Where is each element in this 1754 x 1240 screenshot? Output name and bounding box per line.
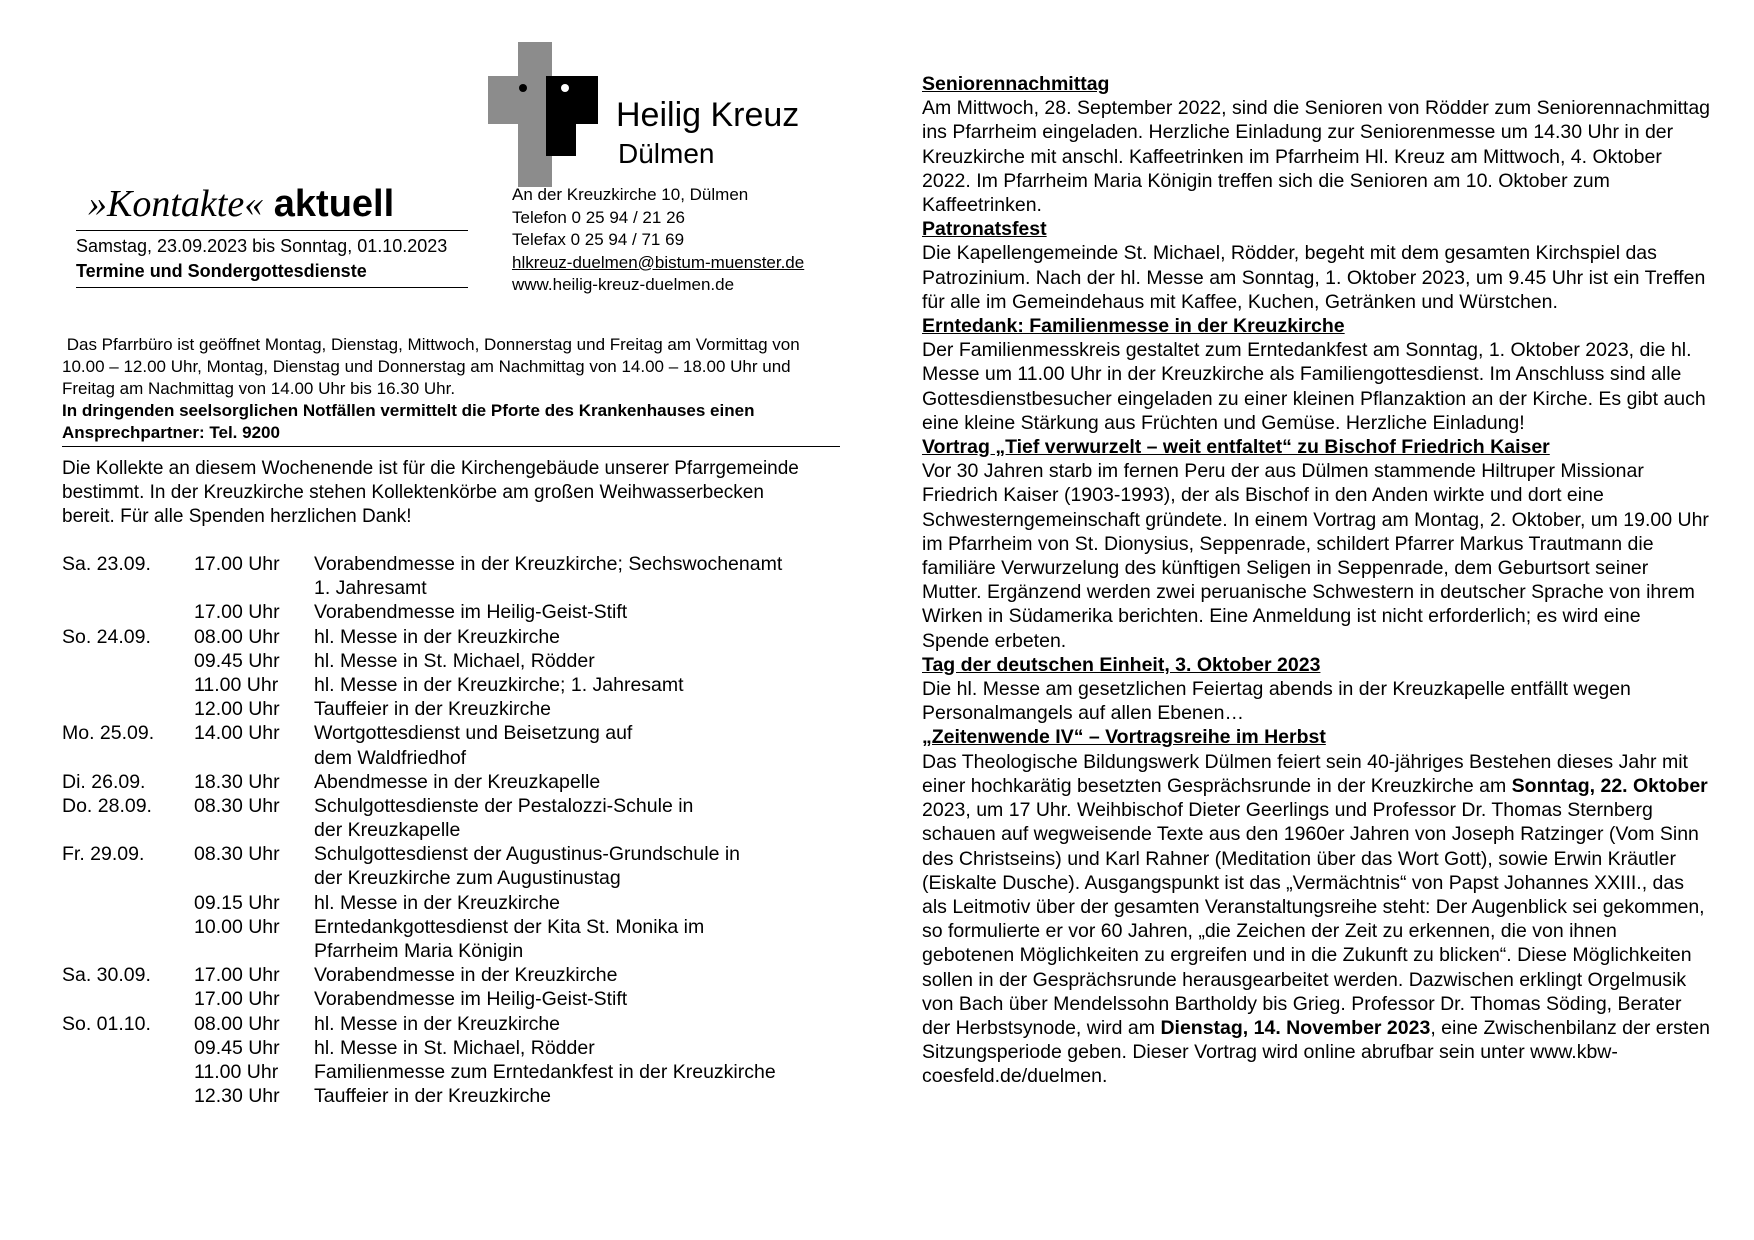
schedule-time: 18.30 Uhr bbox=[194, 770, 280, 793]
vortrag-title: Vortrag „Tief verwurzelt – weit entfaltet“ zu Bischof Friedrich Kaiser bbox=[922, 436, 1550, 459]
schedule-time: 10.00 Uhr bbox=[194, 915, 280, 938]
zeitenwende-date-1: Sonntag, 22. Oktober bbox=[1511, 774, 1708, 797]
einheit-text: Die hl. Messe am gesetzlichen Feiertag abends in der Kreuzkapelle entfällt wegen Personalmangels auf allen Ebenen… bbox=[922, 678, 1631, 725]
schedule-time: 17.00 Uhr bbox=[194, 988, 280, 1011]
zeitenwende-text-1: Das Theologische Bildungswerk Dülmen feiert sein 40-jähriges Bestehen dieses Jahr mit einer hochkarätig besetzten Gesprächsrunde in der Kreuzkirche am bbox=[922, 750, 1688, 797]
schedule-day: Mo. 25.09. bbox=[62, 722, 155, 745]
senioren-title: Seniorennachmittag bbox=[922, 73, 1110, 95]
office-line-3: Freitag am Nachmittag von 14.00 Uhr bis 16.30 Uhr. bbox=[62, 379, 456, 398]
schedule-time: 17.00 Uhr bbox=[194, 964, 280, 987]
senioren-text: Am Mittwoch, 28. September 2022, sind die Senioren von Rödder zum Seniorennachmittag ins Pfarrheim eingeladen. Herzliche Einladung zur Seniorenmesse um 14.30 Uhr in der Kreuzkirche mit anschl. Kaffeetrinken im Pfarrheim Hl. Kreuz am Mittwoch, 4. Oktober 2022. Im Pfarrheim Maria Königin treffen sich die Senioren am 10. Oktober zum Kaffeetrinken. bbox=[922, 97, 1711, 217]
schedule-time: 12.00 Uhr bbox=[194, 698, 280, 721]
erntedank-title: Erntedank: Familienmesse in der Kreuzkirche bbox=[922, 315, 1345, 338]
masthead bbox=[88, 182, 394, 226]
office-line-1: Das Pfarrbüro ist geöffnet Montag, Dienstag, Mittwoch, Donnerstag und Freitag am Vormittag von bbox=[62, 335, 800, 354]
schedule-desc: hl. Messe in der Kreuzkirche; 1. Jahresamt bbox=[314, 673, 684, 696]
schedule-day: Sa. 30.09. bbox=[62, 964, 151, 987]
schedule-day: Do. 28.09. bbox=[62, 794, 152, 817]
masthead-rule bbox=[76, 230, 468, 231]
schedule-time: 17.00 Uhr bbox=[194, 601, 280, 624]
schedule-desc: Abendmesse in der Kreuzkapelle bbox=[314, 770, 601, 793]
schedule-desc: 1. Jahresamt bbox=[314, 577, 427, 600]
schedule-time: 14.00 Uhr bbox=[194, 722, 280, 745]
contact-email-link[interactable]: hlkreuz-duelmen@bistum-muenster.de bbox=[512, 252, 805, 272]
contact-phone: Telefon 0 25 94 / 21 26 bbox=[512, 207, 685, 227]
contact-address: An der Kreuzkirche 10, Dülmen bbox=[512, 185, 749, 204]
schedule-desc: Vorabendmesse in der Kreuzkirche; Sechswochenamt bbox=[314, 553, 783, 575]
schedule-time: 09.45 Uhr bbox=[194, 649, 280, 672]
heilig-kreuz-logo-icon bbox=[488, 42, 598, 187]
schedule-time: 11.00 Uhr bbox=[194, 673, 279, 696]
office-line-2: 10.00 – 12.00 Uhr, Montag, Dienstag und Donnerstag am Nachmittag von 14.00 – 18.00 Uhr und bbox=[62, 357, 791, 376]
schedule-desc: Tauffeier in der Kreuzkirche bbox=[314, 1085, 552, 1108]
masthead-kontakte: »Kontakte« bbox=[88, 183, 264, 225]
office-rule bbox=[62, 446, 840, 447]
schedule-desc: hl. Messe in der Kreuzkirche bbox=[314, 1012, 561, 1035]
schedule-desc: Vorabendmesse im Heilig-Geist-Stift bbox=[314, 601, 628, 624]
subtitle-rule bbox=[76, 287, 468, 288]
logo-name: Heilig Kreuz bbox=[616, 96, 800, 134]
schedule-time: 12.30 Uhr bbox=[194, 1085, 280, 1108]
schedule-desc: der Kreuzkirche zum Augustinustag bbox=[314, 867, 621, 890]
kollekte bbox=[62, 457, 852, 529]
schedule-desc: hl. Messe in der Kreuzkirche bbox=[314, 891, 561, 914]
masthead-aktuell: aktuell bbox=[273, 183, 395, 225]
zeitenwende-text-3: , eine Zwischenbilanz der ersten Sitzungsperiode geben. Dieser Vortrag wird online abrufbar sein unter www.kbw-coesfeld.de/duelmen. bbox=[922, 1016, 1710, 1088]
zeitenwende-text-2: 2023, um 17 Uhr. Weihbischof Dieter Geerlings und Professor Dr. Thomas Sternberg schauen auf wegweisende Texte aus den 1960er Jahren von Joseph Ratzinger (Vom Sinn des Christseins) und Karl Rahner (Meditation über das Wort Gott), sowie Erwin Kräutler (Eiskalte Dusche). Ausgangspunkt ist das „Vermächtnis“ von Papst Johannes XXIII., das als Leitmotiv über der gesamten Veranstaltungsreihe steht: Der Augenblick sei gekommen, so formulierte er vor 60 Jahren, „die Zeichen der Zeit zu erkennen, die von ihnen gebotenen Möglichkeiten zu ergreifen und in die Zukunft zu blicken“. Diese Möglichkeiten sollen in der Gesprächsrunde herausgearbeitet werden. Dazwischen erklingt Orgelmusik von Bach über Mendelssohn Bartholdy bis Grieg. Professor Dr. Thomas Söding, Berater der Herbstsynode, wird am bbox=[922, 799, 1705, 1039]
schedule-day: So. 01.10. bbox=[62, 1012, 151, 1035]
contact-block bbox=[512, 184, 804, 297]
schedule-day: So. 24.09. bbox=[62, 625, 151, 648]
zeitenwende-title: „Zeitenwende IV“ – Vortragsreihe im Herbst bbox=[922, 726, 1326, 749]
schedule-time: 08.30 Uhr bbox=[194, 843, 280, 866]
einheit-title: Tag der deutschen Einheit, 3. Oktober 2023 bbox=[922, 653, 1321, 676]
schedule-desc: Vorabendmesse im Heilig-Geist-Stift bbox=[314, 988, 628, 1011]
schedule-day: Di. 26.09. bbox=[62, 770, 146, 793]
schedule-desc: Schulgottesdienste der Pestalozzi-Schule in bbox=[314, 794, 694, 817]
patronat-title: Patronatsfest bbox=[922, 218, 1047, 241]
subtitle: Termine und Sondergottesdienste bbox=[76, 261, 367, 281]
zeitenwende-text bbox=[922, 750, 1712, 1089]
schedule-time: 08.00 Uhr bbox=[194, 625, 280, 648]
schedule-desc: der Kreuzkapelle bbox=[314, 819, 461, 842]
articles-column bbox=[922, 72, 1712, 1089]
emergency-line-2: Ansprechpartner: Tel. 9200 bbox=[62, 423, 280, 442]
contact-web[interactable]: www.heilig-kreuz-duelmen.de bbox=[512, 275, 735, 294]
date-range: Samstag, 23.09.2023 bis Sonntag, 01.10.2023 bbox=[76, 236, 448, 256]
schedule-desc: Erntedankgottesdienst der Kita St. Monika im bbox=[314, 915, 705, 938]
kollekte-line-1: Die Kollekte an diesem Wochenende ist für die Kirchengebäude unserer Pfarrgemeinde bbox=[62, 458, 799, 479]
schedule-desc: hl. Messe in der Kreuzkirche bbox=[314, 625, 561, 648]
schedule-time: 08.30 Uhr bbox=[194, 794, 280, 817]
emergency-line-1: In dringenden seelsorglichen Notfällen vermittelt die Pforte des Krankenhauses einen bbox=[62, 401, 755, 420]
schedule-time: 08.00 Uhr bbox=[194, 1012, 280, 1035]
schedule-day: Fr. 29.09. bbox=[62, 843, 145, 866]
office-hours bbox=[62, 334, 852, 444]
kollekte-line-2: bestimmt. In der Kreuzkirche stehen Kollektenkörbe am großen Weihwasserbecken bbox=[62, 482, 764, 503]
schedule-desc: Familienmesse zum Erntedankfest in der Kreuzkirche bbox=[314, 1060, 776, 1083]
logo-place: Dülmen bbox=[618, 138, 715, 169]
erntedank-text: Der Familienmesskreis gestaltet zum Erntedankfest am Sonntag, 1. Oktober 2023, die hl. Messe um 11.00 Uhr in der Kreuzkirche als Familiengottesdienst. Im Anschluss sind alle Gottesdienstbesucher eingeladen zu einer kleinen Pflanzaktion an der Kirche. Es gibt auch eine kleine Stärkung aus Früchten und Gemüse. Herzliche Einladung! bbox=[922, 339, 1706, 434]
schedule-time: 09.45 Uhr bbox=[194, 1036, 280, 1059]
schedule-day: Sa. 23.09. bbox=[62, 553, 151, 575]
zeitenwende-date-2: Dienstag, 14. November 2023 bbox=[1160, 1016, 1431, 1039]
vortrag-text: Vor 30 Jahren starb im fernen Peru der aus Dülmen stammende Hiltruper Missionar Friedrich Kaiser (1903-1993), der als Bischof in den Anden wirkte und dort eine Schwesterngemeinschaft gründete. In einem Vortrag am Montag, 2. Oktober, um 19.00 Uhr im Pfarrheim von St. Dionysius, Seppenrade, schildert Pfarrer Markus Trautmann die familiäre Verwurzelung des künftigen Seligen in Seppenrade, dem Geburtsort seiner Mutter. Ergänzend werden zwei peruanische Schwestern in deutscher Sprache von ihrem Wirken in Südamerika berichten. Eine Anmeldung ist nicht erforderlich; es wird eine Spende erbeten. bbox=[922, 460, 1709, 652]
kollekte-line-3: bereit. Für alle Spenden herzlichen Dank! bbox=[62, 506, 412, 527]
schedule-time: 17.00 Uhr bbox=[194, 553, 280, 575]
schedule-desc: hl. Messe in St. Michael, Rödder bbox=[314, 1036, 595, 1059]
schedule-desc: Wortgottesdienst und Beisetzung auf bbox=[314, 722, 633, 745]
patronat-text: Die Kapellengemeinde St. Michael, Rödder, begeht mit dem gesamten Kirchspiel das Patrozinium. Nach der hl. Messe am Sonntag, 1. Oktober 2023, um 9.45 Uhr ist ein Treffen für alle im Gemeindehaus mit Kaffee, Kuchen, Getränken und Würstchen. bbox=[922, 242, 1706, 313]
schedule-desc: dem Waldfriedhof bbox=[314, 746, 467, 769]
schedule-time: 09.15 Uhr bbox=[194, 891, 280, 914]
schedule-desc: Vorabendmesse in der Kreuzkirche bbox=[314, 964, 618, 987]
schedule-desc: Pfarrheim Maria Königin bbox=[314, 940, 524, 962]
schedule-desc: Schulgottesdienst der Augustinus-Grundschule in bbox=[314, 843, 741, 866]
schedule-desc: hl. Messe in St. Michael, Rödder bbox=[314, 649, 595, 672]
schedule-time: 11.00 Uhr bbox=[194, 1060, 279, 1083]
contact-fax: Telefax 0 25 94 / 71 69 bbox=[512, 230, 685, 249]
schedule-desc: Tauffeier in der Kreuzkirche bbox=[314, 698, 552, 721]
